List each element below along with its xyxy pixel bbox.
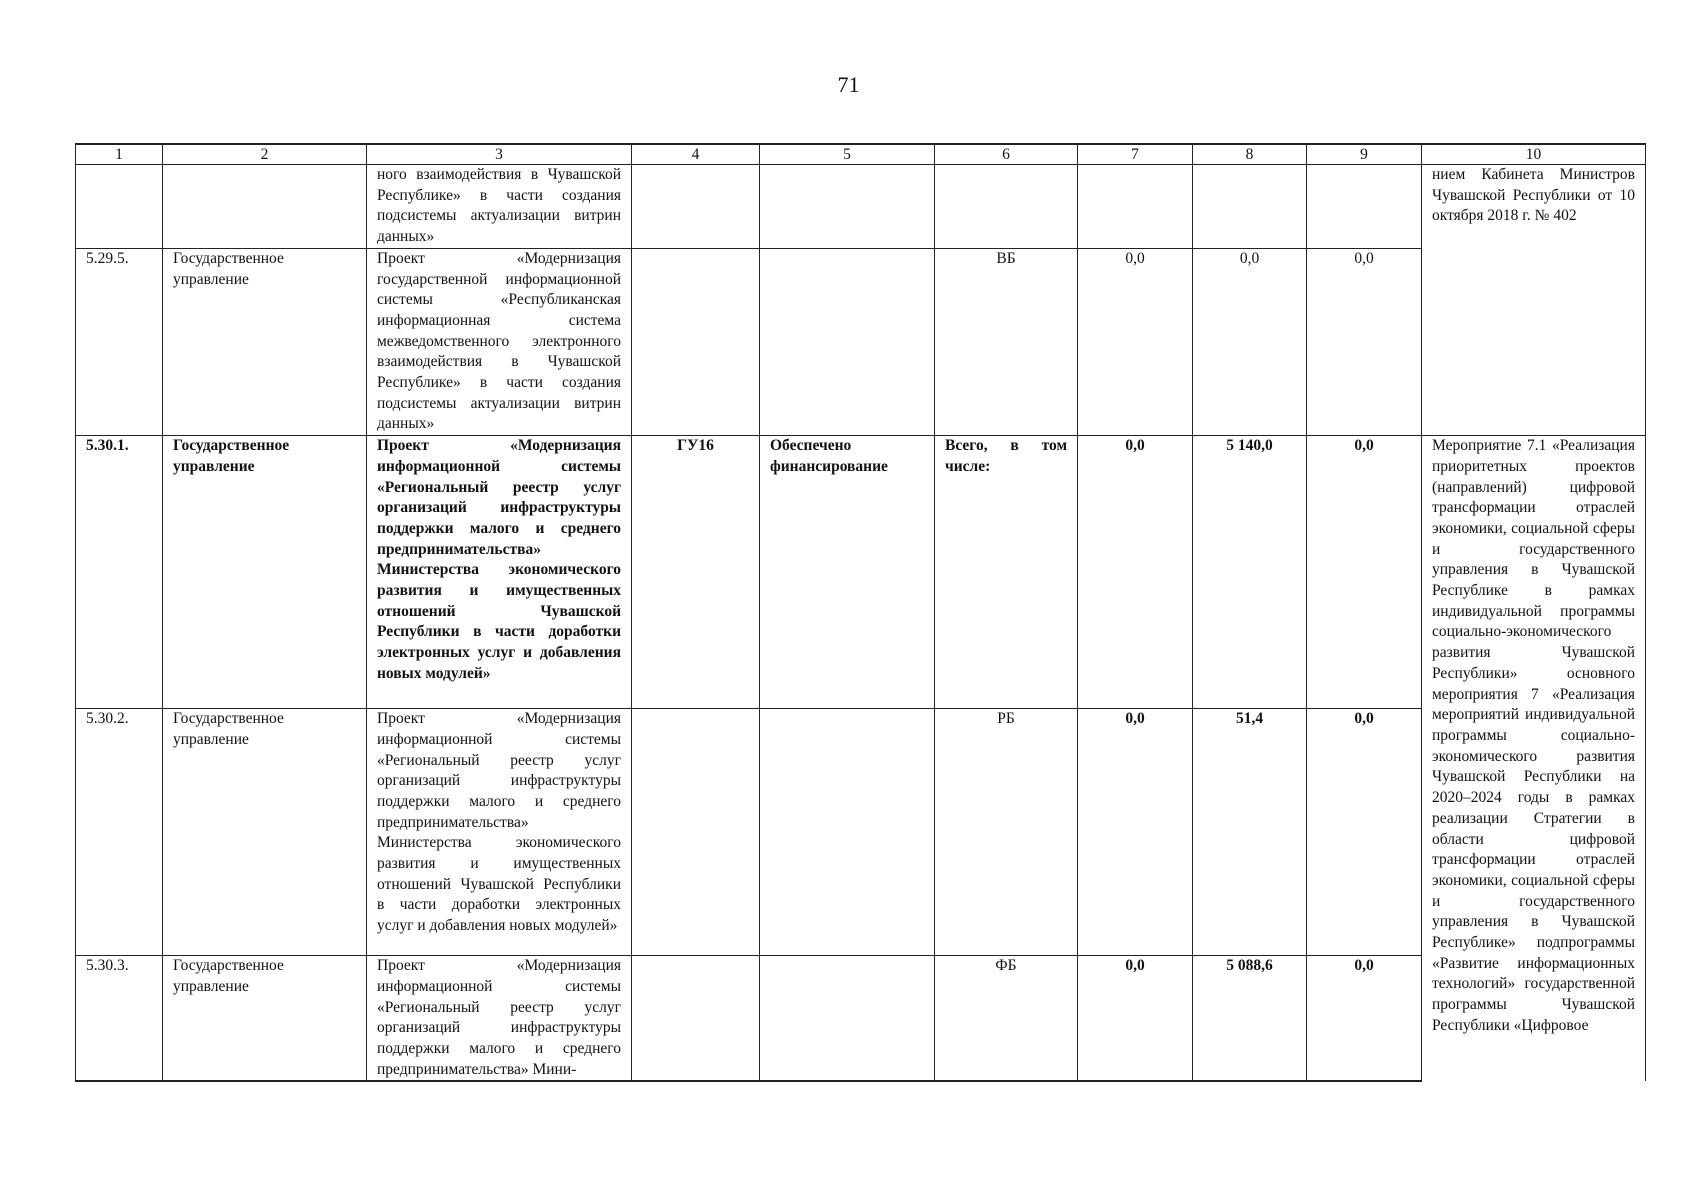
row-value-9: 0,0 [1307,956,1422,1082]
row-value-8 [1193,165,1307,249]
row-value-8: 51,4 [1193,709,1307,956]
column-number: 5 [760,144,935,165]
row-result [760,248,935,435]
row-value-8: 5 140,0 [1193,436,1307,709]
row-value-7 [1078,165,1193,249]
table-row [76,709,1646,956]
row-code [632,709,760,956]
row-area: Государственное управление [163,248,367,435]
row-project: Проект «Модернизация информационной системы «Региональный реестр услуг организаций инфраструктуры поддержки малого и среднего предпринимательства» Мини- [367,956,632,1082]
table-row [76,248,1646,435]
row-id: 5.30.1. [76,436,163,709]
row-code [632,248,760,435]
row-id: 5.29.5. [76,248,163,435]
column-number: 4 [632,144,760,165]
row-code [632,165,760,249]
column-number: 9 [1307,144,1422,165]
row-result [760,165,935,249]
row-result [760,709,935,956]
column-number: 3 [367,144,632,165]
row-value-7: 0,0 [1078,248,1193,435]
column-number: 2 [163,144,367,165]
row-source: ФБ [935,956,1078,1082]
row-value-7: 0,0 [1078,709,1193,956]
row-value-8: 5 088,6 [1193,956,1307,1082]
column-number: 10 [1422,144,1646,165]
program-table [75,143,1646,1082]
row-value-8: 0,0 [1193,248,1307,435]
row-id: 5.30.3. [76,956,163,1082]
column-number: 7 [1078,144,1193,165]
column-number-row [76,144,1646,165]
row-result: Обеспечено финансирование [760,436,935,709]
row-value-7: 0,0 [1078,436,1193,709]
row-id [76,165,163,249]
row-area: Государственное управление [163,436,367,709]
row-value-9: 0,0 [1307,436,1422,709]
row-area: Государственное управление [163,956,367,1082]
row-result [760,956,935,1082]
row-source: Всего, в том числе: [935,436,1078,709]
row-source: ВБ [935,248,1078,435]
row-value-9 [1307,165,1422,249]
row-value-7: 0,0 [1078,956,1193,1082]
note-cell-top: нием Кабинета Министров Чувашской Республики от 10 октября 2018 г. № 402 [1422,165,1646,436]
row-code [632,956,760,1082]
note-cell-bottom: Мероприятие 7.1 «Реализация приоритетных проектов (направлений) цифровой трансформации отраслей экономики, социальной сферы и государственного управления в Чувашской Республике в рамках индивидуальной программы социально-экономического развития Чувашской Республики» основного мероприятия 7 «Реализация мероприятий индивидуальной программы социально-экономического развития Чувашской Республики на 2020–2024 годы в рамках реализации Стратегии в области цифровой трансформации отраслей экономики, социальной сферы и государственного управления в Чувашской Республике» подпрограммы «Развитие информационных технологий» государственной программы Чувашской Республики «Цифровое [1422,436,1646,1082]
row-project: ного взаимодействия в Чувашской Республике» в части создания подсистемы актуализации витрин данных» [367,165,632,249]
column-number: 8 [1193,144,1307,165]
row-source: РБ [935,709,1078,956]
column-number: 1 [76,144,163,165]
row-value-9: 0,0 [1307,709,1422,956]
table-row [76,956,1646,1082]
row-id: 5.30.2. [76,709,163,956]
row-code: ГУ16 [632,436,760,709]
row-project: Проект «Модернизация информационной системы «Региональный реестр услуг организаций инфраструктуры поддержки малого и среднего предпринимательства» Министерства экономического развития и имущественных отношений Чувашской Республики в части доработки электронных услуг и добавления новых модулей» [367,436,632,709]
row-value-9: 0,0 [1307,248,1422,435]
row-area [163,165,367,249]
row-project: Проект «Модернизация информационной системы «Региональный реестр услуг организаций инфраструктуры поддержки малого и среднего предпринимательства» Министерства экономического развития и имущественных отношений Чувашской Республики в части доработки электронных услуг и добавления новых модулей» [367,709,632,956]
page-number: 71 [837,72,860,97]
table-row [76,436,1646,709]
row-source [935,165,1078,249]
table-row [76,165,1646,249]
row-project: Проект «Модернизация государственной информационной системы «Республиканская информационная система межведомственного электронного взаимодействия в Чувашской Республике» в части создания подсистемы актуализации витрин данных» [367,248,632,435]
column-number: 6 [935,144,1078,165]
row-area: Государственное управление [163,709,367,956]
